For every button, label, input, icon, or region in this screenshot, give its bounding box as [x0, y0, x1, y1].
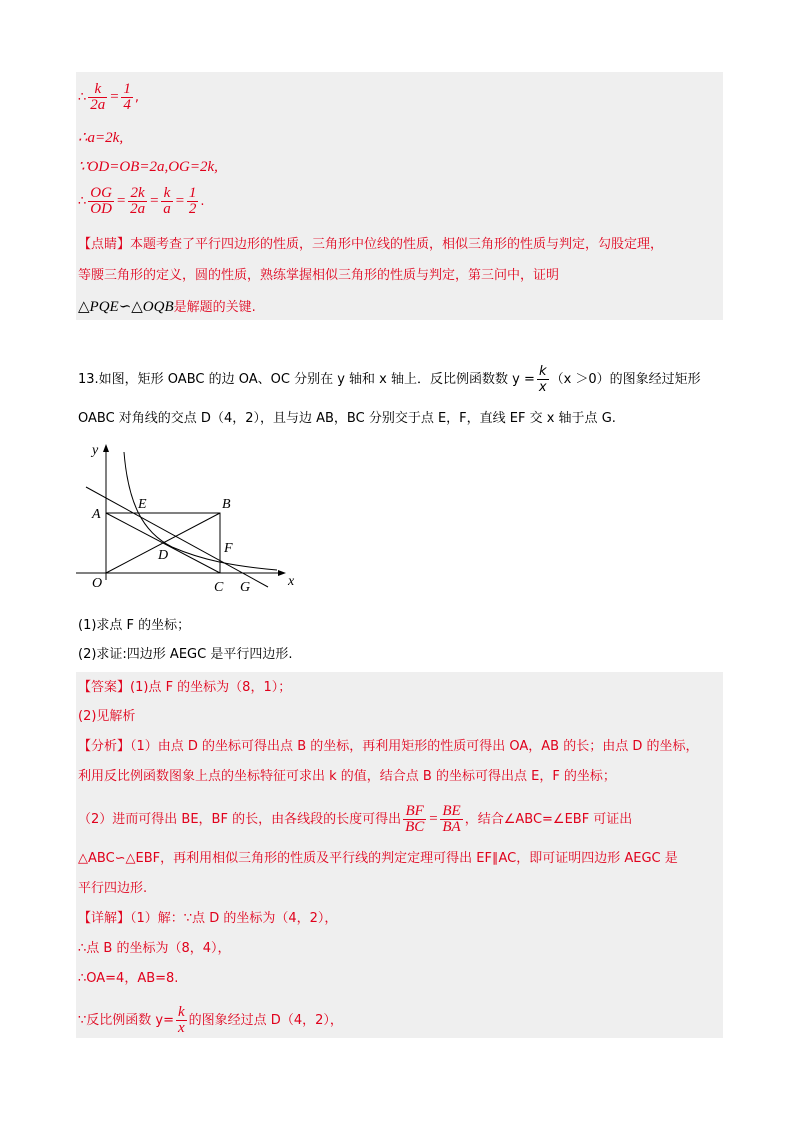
geometry-figure — [72, 442, 302, 594]
label-e: E — [138, 497, 147, 512]
y-axis-arrow — [103, 444, 109, 452]
sub-question-1: (1)求点 F 的坐标； — [78, 618, 191, 633]
label-f: F — [224, 541, 233, 556]
answer-tag: 【答案】 — [78, 680, 131, 695]
analysis-line-5: 平行四边形. — [78, 881, 148, 896]
hyperbola-curve — [124, 452, 277, 570]
comment-line-1: 【点睛】本题考查了平行四边形的性质，三角形中位线的性质，相似三角形的性质与判定，勾股定理， — [78, 237, 664, 252]
analysis-line-1: 【分析】（1）由点 D 的坐标可得出点 B 的坐标，再利用矩形的性质可得出 OA，AB 的长；由点 D 的坐标， — [78, 739, 699, 754]
detail-line-2: ∴点 B 的坐标为（8，4）， — [78, 941, 231, 956]
sub-question-2: (2)求证:四边形 AEGC 是平行四边形. — [78, 647, 293, 662]
label-y: y — [92, 443, 99, 458]
comment-tag: 【点睛】 — [78, 237, 131, 252]
prev-line-1: ∴ $\frac{k}{2a}$ = $\frac{1}{4}$ , — [78, 81, 140, 113]
comment-line-2: 等腰三角形的定义，圆的性质，熟练掌握相似三角形的性质与判定，第三问中，证明 — [78, 268, 560, 283]
answer-line-1: 【答案】(1)点 F 的坐标为（8，1）； — [78, 680, 292, 695]
analysis-line-2: 利用反比例函数图象上点的坐标特征可求出 k 的值，结合点 B 的坐标可得出点 E，F 的坐标； — [78, 769, 616, 784]
detail-line-3: ∴OA=4，AB=8. — [78, 971, 179, 986]
label-o: O — [92, 576, 103, 591]
label-b: B — [222, 497, 231, 512]
line-efg — [86, 487, 268, 587]
question-line-1: 13.如图，矩形 OABC 的边 OA、OC 分别在 y 轴和 x 轴上．反比例函数数 y = $\frac{k}{x}$ （x ＞0）的图象经过矩形 — [78, 364, 701, 395]
label-c: C — [214, 580, 224, 594]
label-x: x — [288, 574, 295, 589]
prev-line-3: ∵OD=OB=2a,OG=2k, — [78, 159, 218, 175]
analysis-line-3: （2）进而可得出 BE，BF 的长，由各线段的长度可得出 $\frac{BF}{BC}$ = $\frac{BE}{BA}$ ，结合∠ABC=∠EBF 可证出 — [78, 803, 633, 835]
question-line-2: OABC 对角线的交点 D（4，2），且与边 AB，BC 分别交于点 E，F，直线 EF 交 x 轴于点 G. — [78, 411, 616, 426]
comment-line-3: △PQE∽△OQB是解题的关键. — [78, 299, 256, 315]
detail-line-4: ∵反比例函数 y= $\frac{k}{x}$ 的图象经过点 D（4，2）， — [78, 1004, 343, 1036]
detail-line-1: 【详解】（1）解：∵点 D 的坐标为（4，2）， — [78, 911, 338, 926]
answer-line-2: (2)见解析 — [78, 709, 136, 724]
analysis-line-4: △ABC∽△EBF，再利用相似三角形的性质及平行线的判定定理可得出 EF∥AC，即可证明四边形 AEGC 是 — [78, 851, 678, 866]
label-a: A — [92, 507, 101, 522]
prev-line-2: ∴a=2k, — [78, 130, 124, 146]
label-d: D — [158, 548, 169, 563]
label-g: G — [240, 580, 251, 594]
prev-line-4: ∴ $\frac{OG}{OD}$ = $\frac{2k}{2a}$ = $\frac{k}{a}$ = $\frac{1}{2}$ . — [78, 185, 205, 217]
x-axis-arrow — [278, 570, 286, 576]
analysis-tag: 【分析】 — [78, 739, 131, 754]
detail-tag: 【详解】 — [78, 911, 131, 926]
